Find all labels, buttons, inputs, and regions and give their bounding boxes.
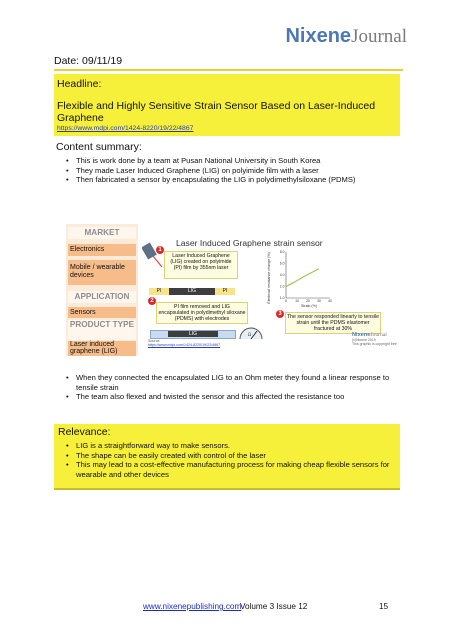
summary-bullet: • This is work done by a team at Pusan National University in South Korea — [60, 156, 390, 166]
chart-y-tick-label: 1.0 — [279, 296, 285, 301]
relevance-list — [60, 441, 396, 479]
chart-y-tick-label: 8.0 — [279, 250, 285, 255]
callout-linear-response: The sensor responded linearly to tensile strain until the PDMS elastomer fractured at 30% — [287, 314, 379, 333]
svg-text:Ω: Ω — [248, 332, 252, 337]
relevance-bullet: • LIG is a straightforward way to make sensors. — [60, 441, 396, 451]
step-marker-3: 3 — [276, 310, 284, 318]
headline-title: Flexible and Highly Sensitive Strain Sensor Based on Laser-Induced Graphene — [57, 100, 376, 124]
figure-logo — [352, 332, 397, 346]
chart-x-tick-label: 0 — [285, 299, 287, 303]
source-url-link[interactable]: https://www.mdpi.com/1424-8220/19/22/4867 — [148, 343, 221, 348]
page-number: 15 — [379, 602, 389, 611]
findings-list — [60, 373, 400, 402]
nixene-journal-logo — [285, 26, 407, 46]
lig-encapsulated-label: LIG — [168, 331, 218, 337]
figure-logo-copyright: (c)Nixene 2019 — [352, 338, 376, 342]
chart-ticks — [280, 250, 332, 303]
callout-lig-creation: Laser Induced Graphene (LIG) created on polyimide (PI) film by 355nm laser — [164, 251, 238, 279]
figure-source — [148, 339, 220, 347]
relevance-divider — [54, 488, 400, 490]
chart-x-tick-label: 10 — [295, 299, 299, 303]
step-marker-1: 1 — [156, 246, 164, 254]
strain-resistance-chart — [264, 248, 334, 308]
pi-strip-right: PI — [215, 288, 235, 295]
chart-x-tick-label: 30 — [317, 299, 321, 303]
relevance-bullet: • The shape can be easily created with control of the laser — [60, 451, 396, 461]
summary-bullet: • They made Laser Induced Graphene (LIG) on polyimide film with a laser — [60, 166, 390, 176]
chart-xlabel: Strain (%) — [301, 304, 317, 308]
summary-list — [60, 156, 390, 185]
logo-journal: Journal — [351, 26, 407, 47]
relevance-box — [54, 424, 400, 490]
chart-axes — [286, 252, 330, 298]
publisher-link[interactable]: www.nixenepublishing.com — [143, 602, 242, 611]
date-line: Date: 09/11/19 — [54, 55, 403, 71]
lig-sensor-figure — [66, 224, 402, 356]
callout-pdms-encapsulation: PI film removed and LIG encapsulated in polydimethyl siloxane (PDMS) with electrodes — [156, 302, 248, 324]
application-header: APPLICATION — [68, 291, 136, 303]
headline-url-link[interactable]: https://www.mdpi.com/1424-8220/19/22/4867 — [57, 125, 194, 132]
source-label: Source: — [148, 339, 161, 343]
market-header: MARKET — [68, 227, 136, 239]
figure-logo-journal: Journal — [370, 332, 387, 338]
figure-logo-brand: Nixene — [352, 332, 371, 338]
category-sidebar — [66, 224, 138, 356]
summary-heading: Content summary: — [56, 141, 142, 153]
product-type-item: Laser induced graphene (LIG) — [68, 341, 136, 356]
chart-y-tick-label: 6.0 — [279, 261, 285, 266]
headline-label: Headline: — [57, 78, 102, 90]
chart-series-line — [286, 269, 319, 287]
chart-ylabel: Electrical resistance change (%) — [267, 252, 271, 304]
market-item: Electronics — [68, 244, 136, 256]
chart-y-tick-label: 4.0 — [279, 273, 285, 278]
chart-x-tick-label: 20 — [306, 299, 310, 303]
relevance-bullet: • This may lead to a cost-effective manufacturing process for making cheap flexible sensors for wearable and other devices — [60, 460, 396, 479]
application-item: Sensors — [68, 307, 136, 318]
volume-issue: Volume 3 Issue 12 — [240, 602, 308, 611]
product-type-header: PRODUCT TYPE — [68, 320, 136, 340]
market-item: Mobile / wearable devices — [68, 260, 136, 285]
finding-bullet: • When they connected the encapsulated LIG to an Ohm meter they found a linear response to tensile strain — [60, 373, 400, 392]
summary-bullet: • Then fabricated a sensor by encapsulating the LIG in polydimethylsiloxane (PDMS) — [60, 175, 390, 185]
finding-bullet: • The team also flexed and twisted the sensor and this affected the resistance too — [60, 392, 400, 402]
lig-strip: LIG — [169, 288, 215, 295]
logo-brand: Nixene — [285, 25, 352, 47]
encapsulated-sensor — [150, 330, 236, 339]
figure-logo-note: This graphic is copyright free — [352, 342, 397, 346]
headline-box — [54, 74, 400, 136]
chart-y-tick-label: 2.0 — [279, 284, 285, 289]
chart-x-tick-label: 40 — [328, 299, 332, 303]
pi-strip-left: PI — [149, 288, 169, 295]
figure-title: Laser Induced Graphene strain sensor — [176, 238, 323, 248]
relevance-label: Relevance: — [58, 426, 111, 438]
step-marker-2: 2 — [148, 297, 156, 305]
ohm-meter-gauge-icon — [238, 322, 264, 342]
